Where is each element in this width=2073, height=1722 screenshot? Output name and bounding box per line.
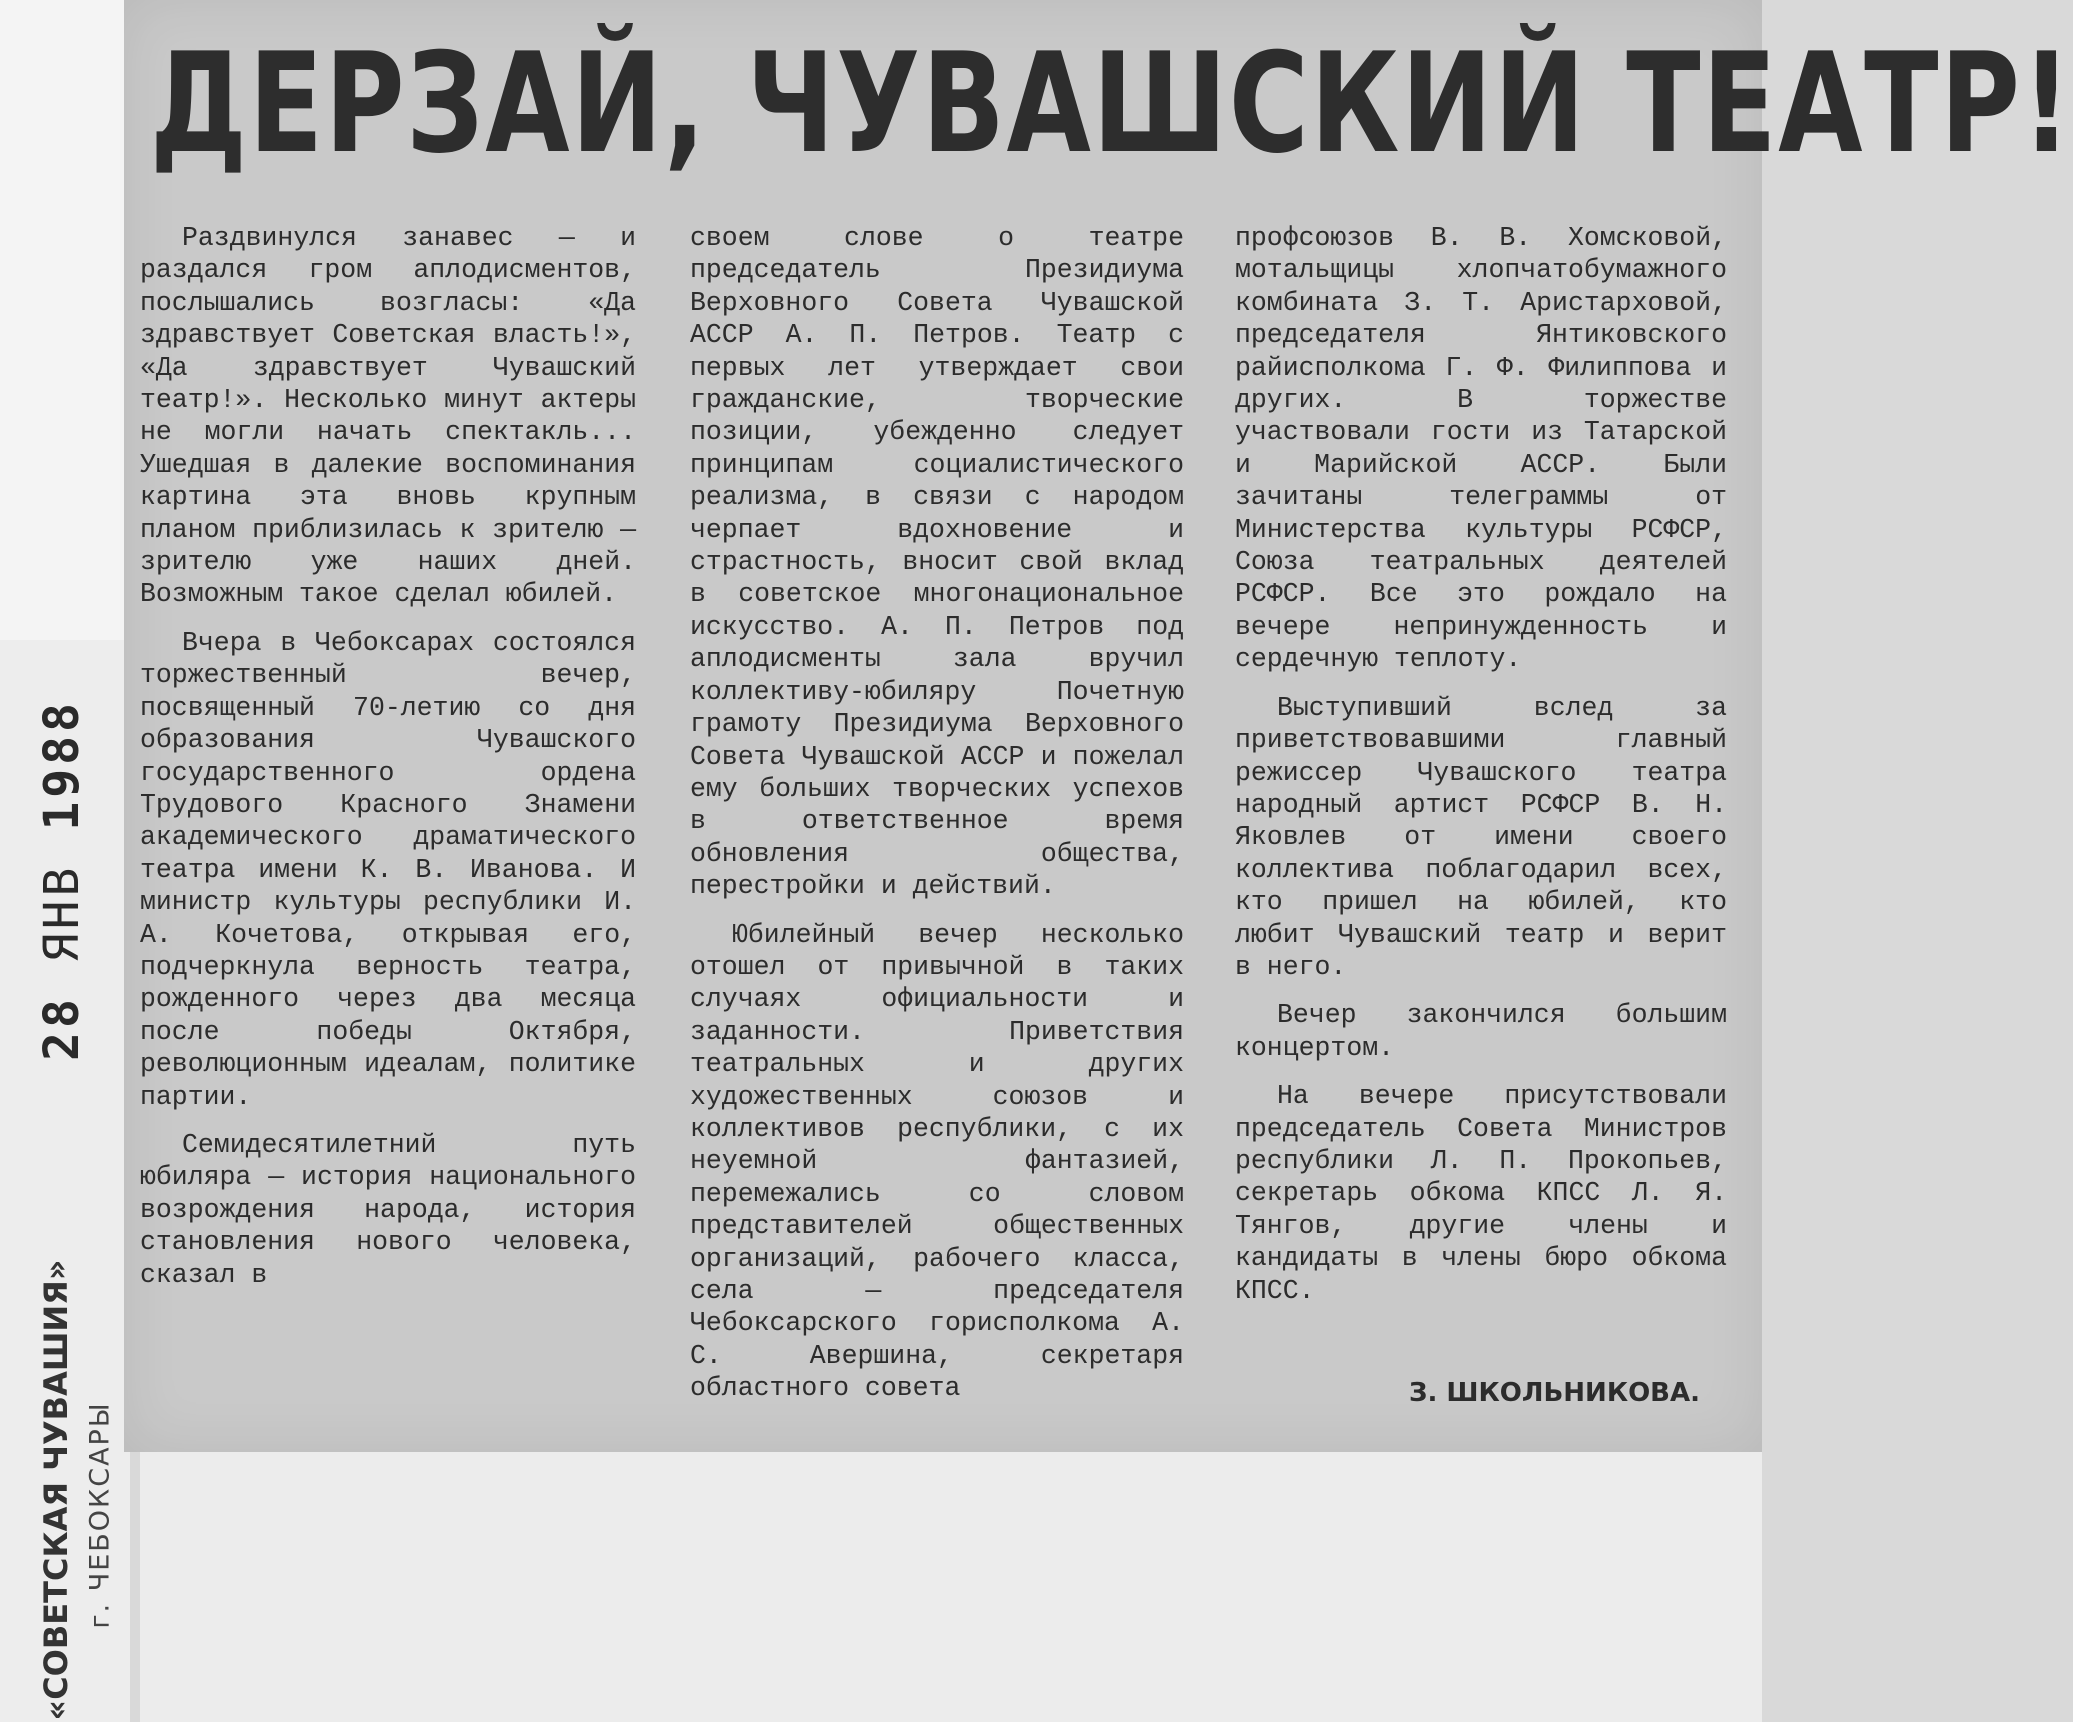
stamp-year: 1988 [34,699,90,831]
article-column-2 [690,222,1184,1421]
backing-paper [140,1450,1762,1722]
paragraph: своем слове о театре председатель Президиума Верховного Совета Чувашской АССР А. П. Петров. Театр с первых лет утверждает свои гражданские, творческие позиции, убежденно следует принципам социалистического реализма, в связи с народом черпает вдохновение и страстность, вносит свой вклад в советское многонациональное искусство. А. П. Петров под аплодисменты зала вручил коллективу-юбиляру Почетную грамоту Президиума Верховного Совета Чувашской АССР и пожелал ему больших творческих успехов в ответственное время обновления общества, перестройки и действий. [690,223,1184,902]
headline: ДЕРЗАЙ, ЧУВАШСКИЙ ТЕАТР! [150,23,2073,184]
left-margin-top [0,0,130,640]
stamp-day: 28 [34,995,90,1061]
city-stamp: г. ЧЕБОКСАРЫ [84,1401,116,1629]
article-column-3 [1235,222,1727,1323]
article-column-1 [140,222,636,1307]
stamp-month: ЯНВ [34,863,90,963]
paragraph: На вечере присутствовали председатель Совета Министров республики Л. П. Прокопьев, секретарь обкома КПСС Л. Я. Тянгов, другие члены и кандидаты в члены бюро обкома КПСС. [1235,1081,1727,1306]
paragraph: Раздвинулся занавес — и раздался гром аплодисментов, послышались возгласы: «Да здравствует Советская власть!», «Да здравствует Чувашский театр!». Несколько минут актеры не могли начать спектакль... Ушедшая в далекие воспоминания картина эта вновь крупным планом приблизилась к зрителю — зрителю уже наших дней. Возможным такое сделал юбилей. [140,223,636,610]
author-signature: З. ШКОЛЬНИКОВА. [1409,1378,1700,1408]
paragraph: Юбилейный вечер несколько отошел от привычной в таких случаях официальности и заданности. Приветствия театральных и других художественных союзов и коллективов республики, с их неуемной фантазией, перемежались со словом представителей общественных организаций, рабочего класса, села — председателя Чебоксарского горисполкома А. С. Авершина, секретаря областного совета [690,919,1184,1404]
newspaper-name-stamp: «СОВЕТСКАЯ ЧУВАШИЯ» [37,1259,75,1721]
paragraph: Семидесятилетний путь юбиляра — история национального возрождения народа, история становления нового человека, сказал в [140,1129,636,1290]
paragraph: Вечер закончился большим концертом. [1235,1000,1727,1063]
paragraph: Выступивший вслед за приветствовавшими главный режиссер Чувашского театра народный артист РСФСР В. Н. Яковлев от имени своего коллектива поблагодарил всех, кто пришел на юбилей, кто любит Чувашский театр и верит в него. [1235,692,1727,982]
paragraph: профсоюзов В. В. Хомсковой, мотальщицы хлопчатобумажного комбината З. Т. Аристарховой, председателя Янтиковского райисполкома Г. Ф. Филиппова и других. В торжестве участвовали гости из Татарской и Марийской АССР. Были зачитаны телеграммы от Министерства культуры РСФСР, Союза театральных деятелей РСФСР. Все это рождало на вечере непринужденность и сердечную теплоту. [1235,223,1727,675]
date-stamp [34,699,90,1061]
paragraph: Вчера в Чебоксарах состоялся торжественный вечер, посвященный 70-летию со дня образования Чувашского государственного ордена Трудового Красного Знамени академического драматического театра имени К. В. Иванова. И министр культуры республики И. А. Кочетова, открывая его, подчеркнула верность театра, рожденного через два месяца после победы Октября, революционным идеалам, политике партии. [140,627,636,1112]
